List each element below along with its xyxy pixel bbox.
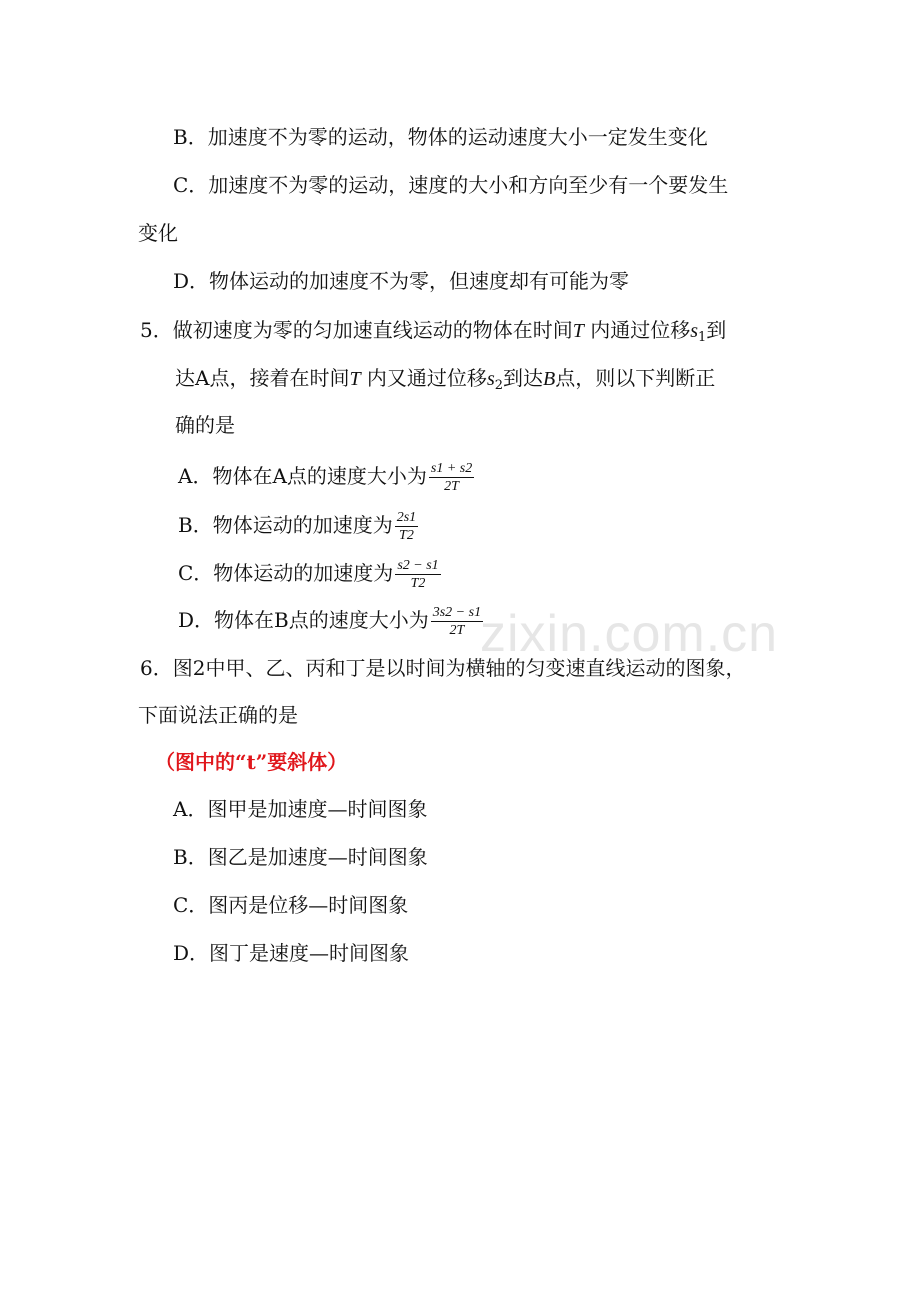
q5-option-b-numerator: 2s1 bbox=[396, 510, 417, 525]
q5-option-c-fraction bbox=[395, 558, 440, 591]
q6-option-a: A．图甲是加速度—时间图象 bbox=[173, 797, 428, 821]
q5-text2: 内通过位移 bbox=[583, 318, 691, 342]
q5-option-d-denominator: 2T bbox=[449, 623, 465, 638]
q5-option-c-numerator: s2 − s1 bbox=[397, 558, 439, 573]
q5-option-a bbox=[178, 456, 474, 496]
q5-line3: 确的是 bbox=[175, 413, 235, 437]
prev-option-d: D．物体运动的加速度不为零，但速度却有可能为零 bbox=[173, 269, 630, 293]
q6-line1: 6．图2中甲、乙、丙和丁是以时间为横轴的匀变速直线运动的图象， bbox=[140, 656, 746, 680]
q5-text5: 内又通过位移 bbox=[360, 366, 487, 390]
q5-option-d-numerator: 3s2 − s1 bbox=[432, 605, 482, 620]
q5-option-c bbox=[178, 553, 441, 593]
q5-var-B: B bbox=[543, 368, 556, 390]
watermark: zixin.com.cn bbox=[480, 605, 779, 663]
q5-option-b bbox=[178, 505, 418, 545]
q6-note: （图中的“t”要斜体） bbox=[155, 750, 348, 774]
q5-var-s1: s bbox=[690, 320, 699, 342]
prev-option-c-line2: 变化 bbox=[138, 221, 178, 245]
q5-option-b-fraction bbox=[395, 510, 418, 543]
q5-option-c-text: C．物体运动的加速度为 bbox=[178, 561, 394, 585]
q5-option-c-denominator: T2 bbox=[410, 576, 426, 591]
q5-sub2: 2 bbox=[494, 378, 504, 393]
q5-sub1: 1 bbox=[698, 330, 707, 345]
q5-text4: 达A点，接着在时间 bbox=[175, 366, 350, 390]
prev-option-b: B．加速度不为零的运动，物体的运动速度大小一定发生变化 bbox=[173, 125, 708, 149]
prev-option-c-line1: C．加速度不为零的运动，速度的大小和方向至少有一个要发生 bbox=[173, 173, 729, 197]
q5-var-T: T bbox=[572, 320, 584, 342]
q5-number: 5． bbox=[140, 318, 173, 342]
q5-option-a-text: A．物体在A点的速度大小为 bbox=[178, 464, 427, 488]
q5-line2 bbox=[175, 366, 715, 391]
q5-option-a-fraction bbox=[429, 461, 474, 494]
q5-option-d-text: D．物体在B点的速度大小为 bbox=[178, 608, 429, 632]
q5-line1 bbox=[140, 318, 726, 343]
q5-text7: 点，则以下判断正 bbox=[555, 366, 716, 390]
q6-line2: 下面说法正确的是 bbox=[138, 703, 298, 727]
q5-option-a-denominator: 2T bbox=[444, 479, 459, 494]
q5-text6: 到达 bbox=[503, 366, 544, 390]
q6-option-b: B．图乙是加速度—时间图象 bbox=[173, 845, 428, 869]
q5-option-b-denominator: T2 bbox=[399, 528, 414, 543]
q5-option-b-text: B．物体运动的加速度为 bbox=[178, 513, 393, 537]
q5-option-a-numerator: s1 + s2 bbox=[430, 461, 473, 476]
q5-var-s2: s bbox=[486, 368, 495, 390]
q5-var-T2: T bbox=[349, 368, 361, 390]
q6-option-c: C．图丙是位移—时间图象 bbox=[173, 893, 409, 917]
q5-option-d bbox=[178, 600, 483, 640]
q5-option-d-fraction bbox=[431, 605, 483, 638]
q6-option-d: D．图丁是速度—时间图象 bbox=[173, 941, 410, 965]
q5-text1: 做初速度为零的匀加速直线运动的物体在时间 bbox=[172, 318, 573, 342]
q5-text3: 到 bbox=[706, 318, 727, 342]
